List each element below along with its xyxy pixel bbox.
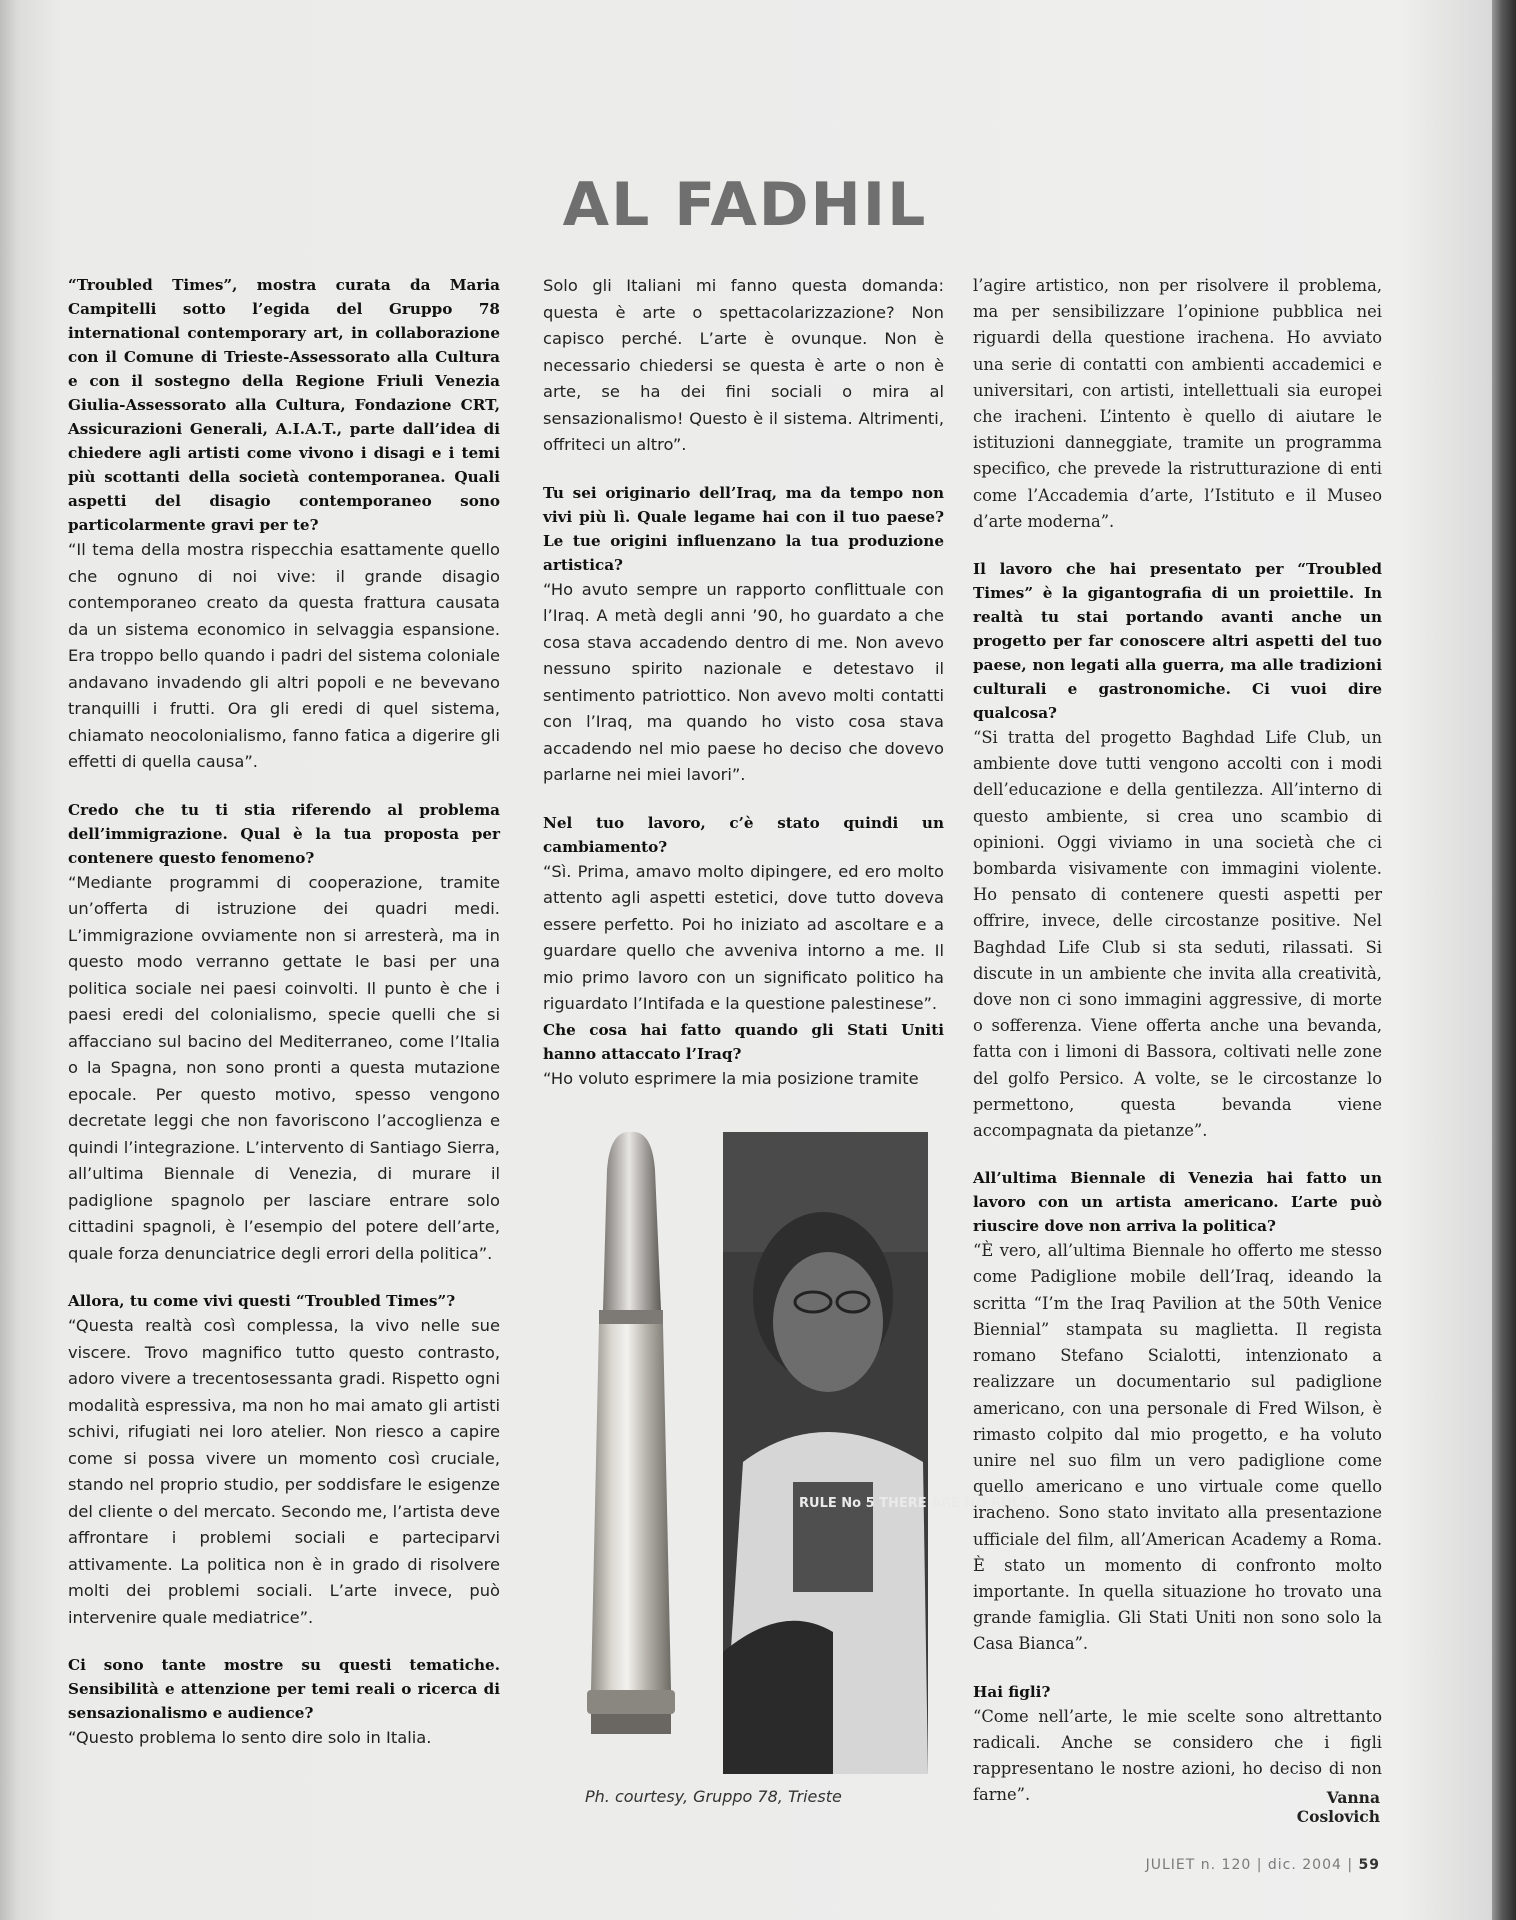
- article-title: AL FADHIL: [562, 170, 928, 240]
- answer-1: “Il tema della mostra rispecchia esattamente quello che ognuno di noi vive: il grande disagio contemporaneo creato da questa frattura causata da un sistema economico in selvaggia espansione. Era troppo bello quando i padri del sistema coloniale andavano invadendo gli altri popoli e ne bevevano tranquilli i frutti. Ora gli eredi di quel sistema, chiamato neocolonialismo, fanno fatica a digerire gli effetti di quella causa”.: [68, 540, 500, 771]
- intro-question: “Troubled Times”, mostra curata da Maria Campitelli sotto l’egida del Gruppo 78 international contemporary art, in collaborazione con il Comune di Trieste-Assessorato alla Cultura e con il sostegno della Regione Friuli Venezia Giulia-Assessorato alla Cultura, Fondazione CRT, Assicurazioni Generali, A.I.A.T., parte dall’idea di chiedere agli artisti come vivono i disagi e i temi più scottanti della società contemporanea. Quali aspetti del disagio contemporaneo sono particolarmente gravi per te?: [68, 276, 500, 534]
- answer-7: “Ho voluto esprimere la mia posizione tramite: [543, 1068, 919, 1088]
- answer-4-continued: Solo gli Italiani mi fanno questa domanda: questa è arte o spettacolarizzazione? Non capisco perché. L’arte è ovunque. Non è necessario chiedersi se questa è arte o non è arte, se ha dei fini sociali o mira al sensazionalismo! Questo è il sistema. Altrimenti, offriteci un altro”.: [543, 276, 944, 454]
- magazine-issue: JULIET n. 120 | dic. 2004 |: [1145, 1857, 1354, 1873]
- question-6: Nel tuo lavoro, c’è stato quindi un cambiamento?: [543, 813, 944, 856]
- tshirt-print-text: RULE No 5 THERE ARE NO RULES: [799, 1496, 1039, 1511]
- question-10: Hai figli?: [973, 1682, 1051, 1701]
- answer-7-continued: l’agire artistico, non per risolvere il problema, ma per sensibilizzare l’opinione pubblica nei riguardi della questione irachena. Ho avviato una serie di contatti con ambienti accademici e universitari, con artisti, intellettuali sia europei che iracheni. L’intento è quello di aiutare le istituzioni danneggiate, tramite un programma specifico, che prevede la ristrutturazione di enti come l’Accademia d’arte, l’Istituto e il Museo d’arte moderna”.: [973, 276, 1382, 531]
- answer-2: “Mediante programmi di cooperazione, tramite un’offerta di istruzione dei quadri medi. L’immigrazione ovviamente non si arresterà, ma in questo modo verranno gettate le basi per una politica sociale nei paesi coinvolti. Il punto è che i paesi eredi del colonialismo, specie quelli che si affacciano sul bacino del Mediterraneo, come l’Italia o la Spagna, non sono pronti a questa mutazione epocale. Per questo motivo, spesso vengono decretate leggi che non favoriscono l’accoglienza e quindi l’integrazione. L’intervento di Santiago Sierra, all’ultima Biennale di Venezia, di murare il padiglione spagnolo per lasciare entrare solo cittadini spagnoli, è l’esempio del potere dell’arte, quale forza denunciatrice degli errori della politica”.: [68, 872, 500, 1263]
- text-column-2: [543, 273, 944, 1092]
- page-footer: [1100, 1857, 1380, 1873]
- binding-edge: [1492, 0, 1516, 1920]
- answer-5: “Ho avuto sempre un rapporto conflittuale con l’Iraq. A metà degli anni ’90, ho guardato a che cosa stava accadendo dentro di me. Non avevo nessuno spirito nazionale e detestavo il sentimento patriottico. Non avevo molti contatti con l’Iraq, ma quando ho visto cosa stava accadendo nel mio paese ho deciso che dovevo parlarne nei miei lavori”.: [543, 579, 944, 784]
- answer-4: “Questo problema lo sento dire solo in Italia.: [68, 1728, 432, 1747]
- question-5: Tu sei originario dell’Iraq, ma da tempo non vivi più lì. Quale legame hai con il tuo paese? Le tue origini influenzano la tua produzione artistica?: [543, 483, 944, 574]
- question-7: Che cosa hai fatto quando gli Stati Uniti hanno attaccato l’Iraq?: [543, 1020, 944, 1063]
- text-column-1: [68, 273, 500, 1752]
- question-3: Allora, tu come vivi questi “Troubled Times”?: [68, 1292, 456, 1310]
- answer-3: “Questa realtà così complessa, la vivo nelle sue viscere. Trovo magnifico tutto questo contrasto, adoro vivere a trecentosessanta gradi. Rispetto ogni modalità espressiva, ma non ho mai amato gli artisti schivi, rifugiati nei loro atelier. Non riesco a capire come si possa vivere un momento così cruciale, stando nel proprio studio, per soddisfare le esigenze del cliente o del mercato. Secondo me, l’artista deve affrontare i problemi sociali e parteciparvi attivamente. La politica non è in grado di risolvere molti dei problemi sociali. L’arte invece, può intervenire quale mediatrice”.: [68, 1316, 500, 1627]
- page-number: 59: [1358, 1857, 1380, 1873]
- photo-caption: Ph. courtesy, Gruppo 78, Trieste: [585, 1787, 842, 1806]
- answer-8: “Si tratta del progetto Baghdad Life Club, un ambiente dove tutti vengono accolti con i modi dell’educazione e della gentilezza. All’interno di questo ambiente, si crea uno scambio di opinioni. Oggi viviamo in una società che ci bombarda visivamente con immagini violente. Ho pensato di contenere questi aspetti per offrire, invece, delle circostanze positive. Nel Baghdad Life Club si sta seduti, rilassati. Si discute in un ambiente che invita alla creatività, dove non ci sono immagini aggressive, di morte o sofferenza. Viene offerta anche una bevanda, fatta con i limoni di Bassora, coltivati nelle zone del golfo Persico. A volte, se le circostanze lo permettono, questa bevanda viene accompagnata da pietanze”.: [973, 728, 1382, 1141]
- author-signature: Vanna Coslovich: [1296, 1788, 1380, 1826]
- question-8: Il lavoro che hai presentato per “Troubled Times” è la gigantografia di un proiettile. In realtà tu stai portando avanti anche un progetto per far conoscere altri aspetti del tuo paese, non legati alla guerra, ma alle tradizioni culturali e gastronomiche. Ci vuoi dire qualcosa?: [973, 560, 1382, 723]
- text-column-3: [973, 273, 1382, 1808]
- answer-9: “È vero, all’ultima Biennale ho offerto me stesso come Padiglione mobile dell’Iraq, ideando la scritta “I’m the Iraq Pavilion at the 50th Venice Biennial” stampata su maglietta. Il regista romano Stefano Scialotti, intenzionato a realizzare un documentario sul padiglione americano, con una personale di Fred Wilson, è rimasto colpito dal mio progetto, e ha voluto unire nel suo film un vero padiglione come quello americano e uno virtuale come quello iracheno. Sono stato invitato alla presentazione ufficiale del film, all’American Academy a Roma. È stato un momento di confronto molto importante. In quella situazione ho trovato una grande famiglia. Gli Stati Uniti non sono solo la Casa Bianca”.: [973, 1241, 1382, 1654]
- question-4: Ci sono tante mostre su questi tematiche. Sensibilità e attenzione per temi reali o ricerca di sensazionalismo e audience?: [68, 1656, 500, 1722]
- bullet-artwork-photo: [555, 1130, 715, 1760]
- answer-6: “Sì. Prima, amavo molto dipingere, ed ero molto attento agli aspetti estetici, dove tutto doveva essere perfetto. Poi ho iniziato ad ascoltare e a guardare quello che avveniva intorno a me. Il mio primo lavoro con un significato politico ha riguardato l’Intifada e la questione palestinese”.: [543, 861, 944, 1013]
- question-9: All’ultima Biennale di Venezia hai fatto un lavoro con un artista americano. L’arte può riuscire dove non arriva la politica?: [973, 1169, 1382, 1236]
- answer-10: “Come nell’arte, le mie scelte sono altrettanto radicali. Anche se considero che i figli rappresentano le nostre azioni, ho deciso di non farne”.: [973, 1706, 1382, 1805]
- question-2: Credo che tu ti stia riferendo al problema dell’immigrazione. Qual è la tua proposta per contenere questo fenomeno?: [68, 800, 500, 867]
